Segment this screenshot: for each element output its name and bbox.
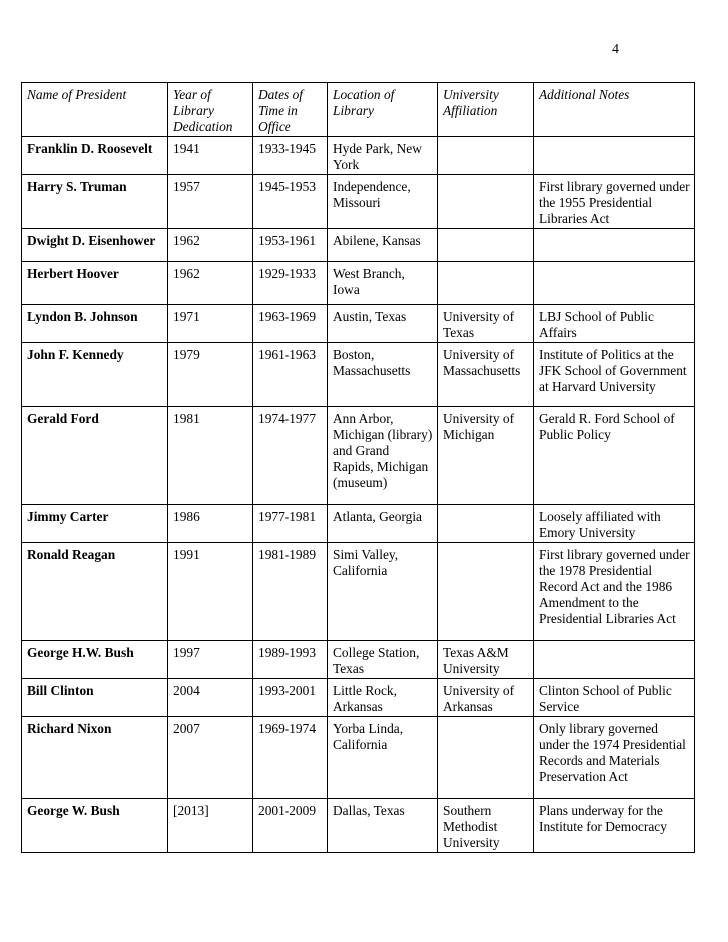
notes-cell: [534, 262, 695, 305]
notes-cell: First library governed under the 1978 Presidential Record Act and the 1986 Amendment to the Presidential Libraries Act: [534, 543, 695, 641]
dedication-year-cell: 2004: [168, 679, 253, 717]
president-name-cell: George W. Bush: [22, 799, 168, 853]
university-cell: [438, 229, 534, 262]
office-dates-cell: 1961-1963: [253, 343, 328, 407]
location-cell: West Branch, Iowa: [328, 262, 438, 305]
office-dates-cell: 1953-1961: [253, 229, 328, 262]
notes-cell: Clinton School of Public Service: [534, 679, 695, 717]
notes-cell: Gerald R. Ford School of Public Policy: [534, 407, 695, 505]
president-name-cell: Richard Nixon: [22, 717, 168, 799]
president-name-cell: John F. Kennedy: [22, 343, 168, 407]
header-notes: Additional Notes: [534, 83, 695, 137]
location-cell: Hyde Park, New York: [328, 137, 438, 175]
office-dates-cell: 1993-2001: [253, 679, 328, 717]
page-number: 4: [612, 42, 619, 57]
notes-cell: Loosely affiliated with Emory University: [534, 505, 695, 543]
table-row: [22, 679, 695, 717]
office-dates-cell: 1945-1953: [253, 175, 328, 229]
location-cell: Ann Arbor, Michigan (library) and Grand Rapids, Michigan (museum): [328, 407, 438, 505]
header-location: Location of Library: [328, 83, 438, 137]
dedication-year-cell: 1979: [168, 343, 253, 407]
header-name-of-president: Name of President: [22, 83, 168, 137]
location-cell: Austin, Texas: [328, 305, 438, 343]
dedication-year-cell: 1962: [168, 229, 253, 262]
location-cell: Boston, Massachusetts: [328, 343, 438, 407]
dedication-year-cell: 1971: [168, 305, 253, 343]
president-name-cell: Gerald Ford: [22, 407, 168, 505]
office-dates-cell: 1974-1977: [253, 407, 328, 505]
location-cell: Simi Valley, California: [328, 543, 438, 641]
table-row: [22, 175, 695, 229]
office-dates-cell: 1989-1993: [253, 641, 328, 679]
university-cell: [438, 505, 534, 543]
office-dates-cell: 1977-1981: [253, 505, 328, 543]
office-dates-cell: 2001-2009: [253, 799, 328, 853]
university-cell: [438, 717, 534, 799]
location-cell: Independence, Missouri: [328, 175, 438, 229]
dedication-year-cell: 1941: [168, 137, 253, 175]
dedication-year-cell: 1997: [168, 641, 253, 679]
notes-cell: [534, 229, 695, 262]
notes-cell: [534, 641, 695, 679]
dedication-year-cell: [2013]: [168, 799, 253, 853]
table-body: [22, 137, 695, 853]
location-cell: College Station, Texas: [328, 641, 438, 679]
presidential-libraries-table: [21, 82, 695, 853]
university-cell: University of Michigan: [438, 407, 534, 505]
office-dates-cell: 1963-1969: [253, 305, 328, 343]
president-name-cell: Jimmy Carter: [22, 505, 168, 543]
location-cell: Yorba Linda, California: [328, 717, 438, 799]
president-name-cell: Ronald Reagan: [22, 543, 168, 641]
dedication-year-cell: 1962: [168, 262, 253, 305]
president-name-cell: Herbert Hoover: [22, 262, 168, 305]
location-cell: Little Rock, Arkansas: [328, 679, 438, 717]
table-row: [22, 137, 695, 175]
president-name-cell: Dwight D. Eisenhower: [22, 229, 168, 262]
notes-cell: Institute of Politics at the JFK School of Government at Harvard University: [534, 343, 695, 407]
table-row: [22, 543, 695, 641]
university-cell: Southern Methodist University: [438, 799, 534, 853]
table-row: [22, 641, 695, 679]
university-cell: [438, 175, 534, 229]
dedication-year-cell: 2007: [168, 717, 253, 799]
header-dates-in-office: Dates of Time in Office: [253, 83, 328, 137]
university-cell: [438, 262, 534, 305]
president-name-cell: George H.W. Bush: [22, 641, 168, 679]
office-dates-cell: 1933-1945: [253, 137, 328, 175]
university-cell: Texas A&M University: [438, 641, 534, 679]
dedication-year-cell: 1991: [168, 543, 253, 641]
notes-cell: Only library governed under the 1974 Presidential Records and Materials Preservation Act: [534, 717, 695, 799]
table-header-row: [22, 83, 695, 137]
table-row: [22, 305, 695, 343]
location-cell: Dallas, Texas: [328, 799, 438, 853]
dedication-year-cell: 1986: [168, 505, 253, 543]
president-name-cell: Lyndon B. Johnson: [22, 305, 168, 343]
notes-cell: [534, 137, 695, 175]
header-university: University Affiliation: [438, 83, 534, 137]
university-cell: [438, 137, 534, 175]
university-cell: University of Arkansas: [438, 679, 534, 717]
table-row: [22, 343, 695, 407]
header-year-of-dedication: Year of Library Dedication: [168, 83, 253, 137]
office-dates-cell: 1969-1974: [253, 717, 328, 799]
table-row: [22, 505, 695, 543]
table-row: [22, 799, 695, 853]
president-name-cell: Franklin D. Roosevelt: [22, 137, 168, 175]
notes-cell: First library governed under the 1955 Presidential Libraries Act: [534, 175, 695, 229]
location-cell: Abilene, Kansas: [328, 229, 438, 262]
table-row: [22, 229, 695, 262]
university-cell: University of Massachusetts: [438, 343, 534, 407]
dedication-year-cell: 1981: [168, 407, 253, 505]
office-dates-cell: 1929-1933: [253, 262, 328, 305]
notes-cell: LBJ School of Public Affairs: [534, 305, 695, 343]
table-row: [22, 407, 695, 505]
office-dates-cell: 1981-1989: [253, 543, 328, 641]
location-cell: Atlanta, Georgia: [328, 505, 438, 543]
table-row: [22, 262, 695, 305]
president-name-cell: Harry S. Truman: [22, 175, 168, 229]
table-row: [22, 717, 695, 799]
university-cell: [438, 543, 534, 641]
notes-cell: Plans underway for the Institute for Democracy: [534, 799, 695, 853]
president-name-cell: Bill Clinton: [22, 679, 168, 717]
university-cell: University of Texas: [438, 305, 534, 343]
dedication-year-cell: 1957: [168, 175, 253, 229]
